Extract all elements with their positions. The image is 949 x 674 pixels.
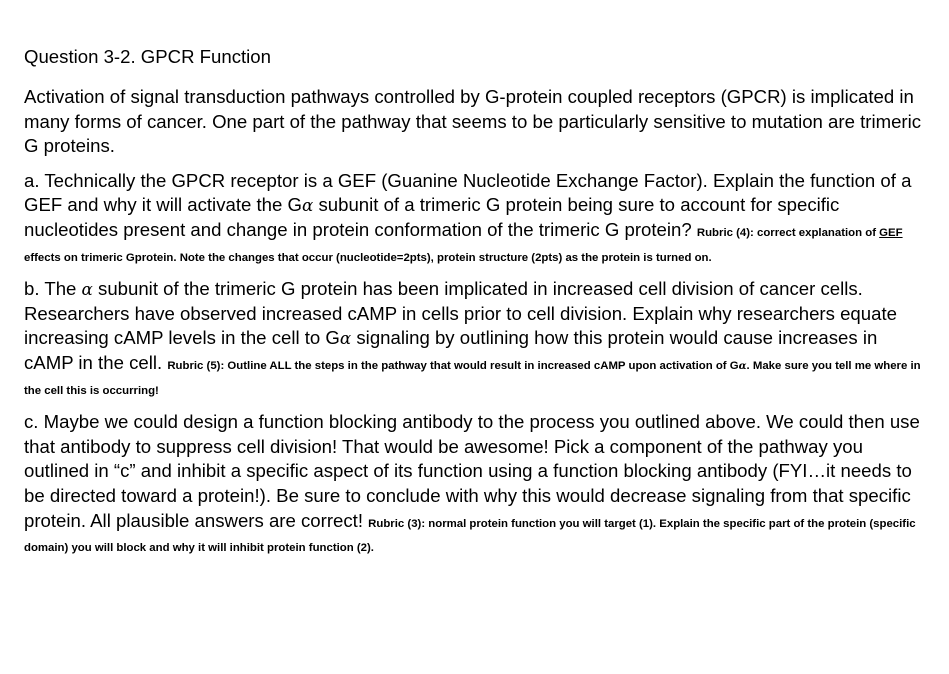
part-c-text: c. Maybe we could design a function blocking antibody to the process you outlined above. We could then use that antibody to suppress cell division! That would be awesome! Pick a component of the pathway you outlined in “c” and inhibit a specific aspect of its function using a function blocking antibody (FYI…it needs to be directed toward a protein!). Be sure to conclude with why this would decrease signaling from that specific protein. All plausible answers are correct! <box>24 411 920 531</box>
part-b-rubric-2: . Make sure you tell me where in the cell this is occurring! <box>24 359 921 397</box>
part-b-text-1: b. The <box>24 278 82 300</box>
part-b-text-2: subunit of the trimeric G protein has been implicated in increased cell division of cancer cells. Researchers have observed increased cAMP in cells prior to cell division. Explain why researchers equate increasing cAMP levels in the cell to G <box>24 278 897 349</box>
part-a-rubric-gef: GEF <box>879 226 903 239</box>
alpha-symbol: α <box>301 195 314 216</box>
part-a-rubric-1: Rubric (4): correct explanation of <box>696 226 880 239</box>
part-c-rubric: Rubric (3): normal protein function you will target (1). Explain the specific part of the protein (specific domain) you will block and why it will inhibit protein function (2). <box>24 517 916 555</box>
alpha-symbol: α <box>81 279 93 300</box>
part-b-text-3: signaling by outlining how this protein would cause increases in cAMP in the cell. <box>24 327 878 373</box>
question-document <box>24 45 924 568</box>
question-title: Question 3-2. GPCR Function <box>24 46 271 67</box>
part-a-text-1: a. Technically the GPCR receptor is a GEF (Guanine Nucleotide Exchange Factor). Explain the function of a GEF and why it will activate the G <box>24 169 912 216</box>
alpha-symbol: α <box>339 328 352 349</box>
part-b-rubric-1: Rubric (5): Outline ALL the steps in the pathway that would result in increased cAMP upon activation of G <box>167 359 739 372</box>
part-b-paragraph <box>24 277 924 400</box>
intro-paragraph: Activation of signal transduction pathways controlled by G-protein coupled receptors (GPCR) is implicated in many forms of cancer. One part of the pathway that seems to be particularly sensitive to mutation are trimeric G proteins. <box>24 86 922 157</box>
part-a-paragraph <box>24 169 924 267</box>
alpha-symbol: α <box>738 359 747 372</box>
part-c-paragraph <box>24 410 924 558</box>
part-a-rubric-2: effects on trimeric Gprotein. Note the changes that occur (nucleotide=2pts), protein structure (2pts) as the protein is turned on. <box>24 251 712 264</box>
part-a-text-2: subunit of a trimeric G protein being sure to account for specific nucleotides present and change in protein conformation of the trimeric G protein? <box>24 194 840 240</box>
